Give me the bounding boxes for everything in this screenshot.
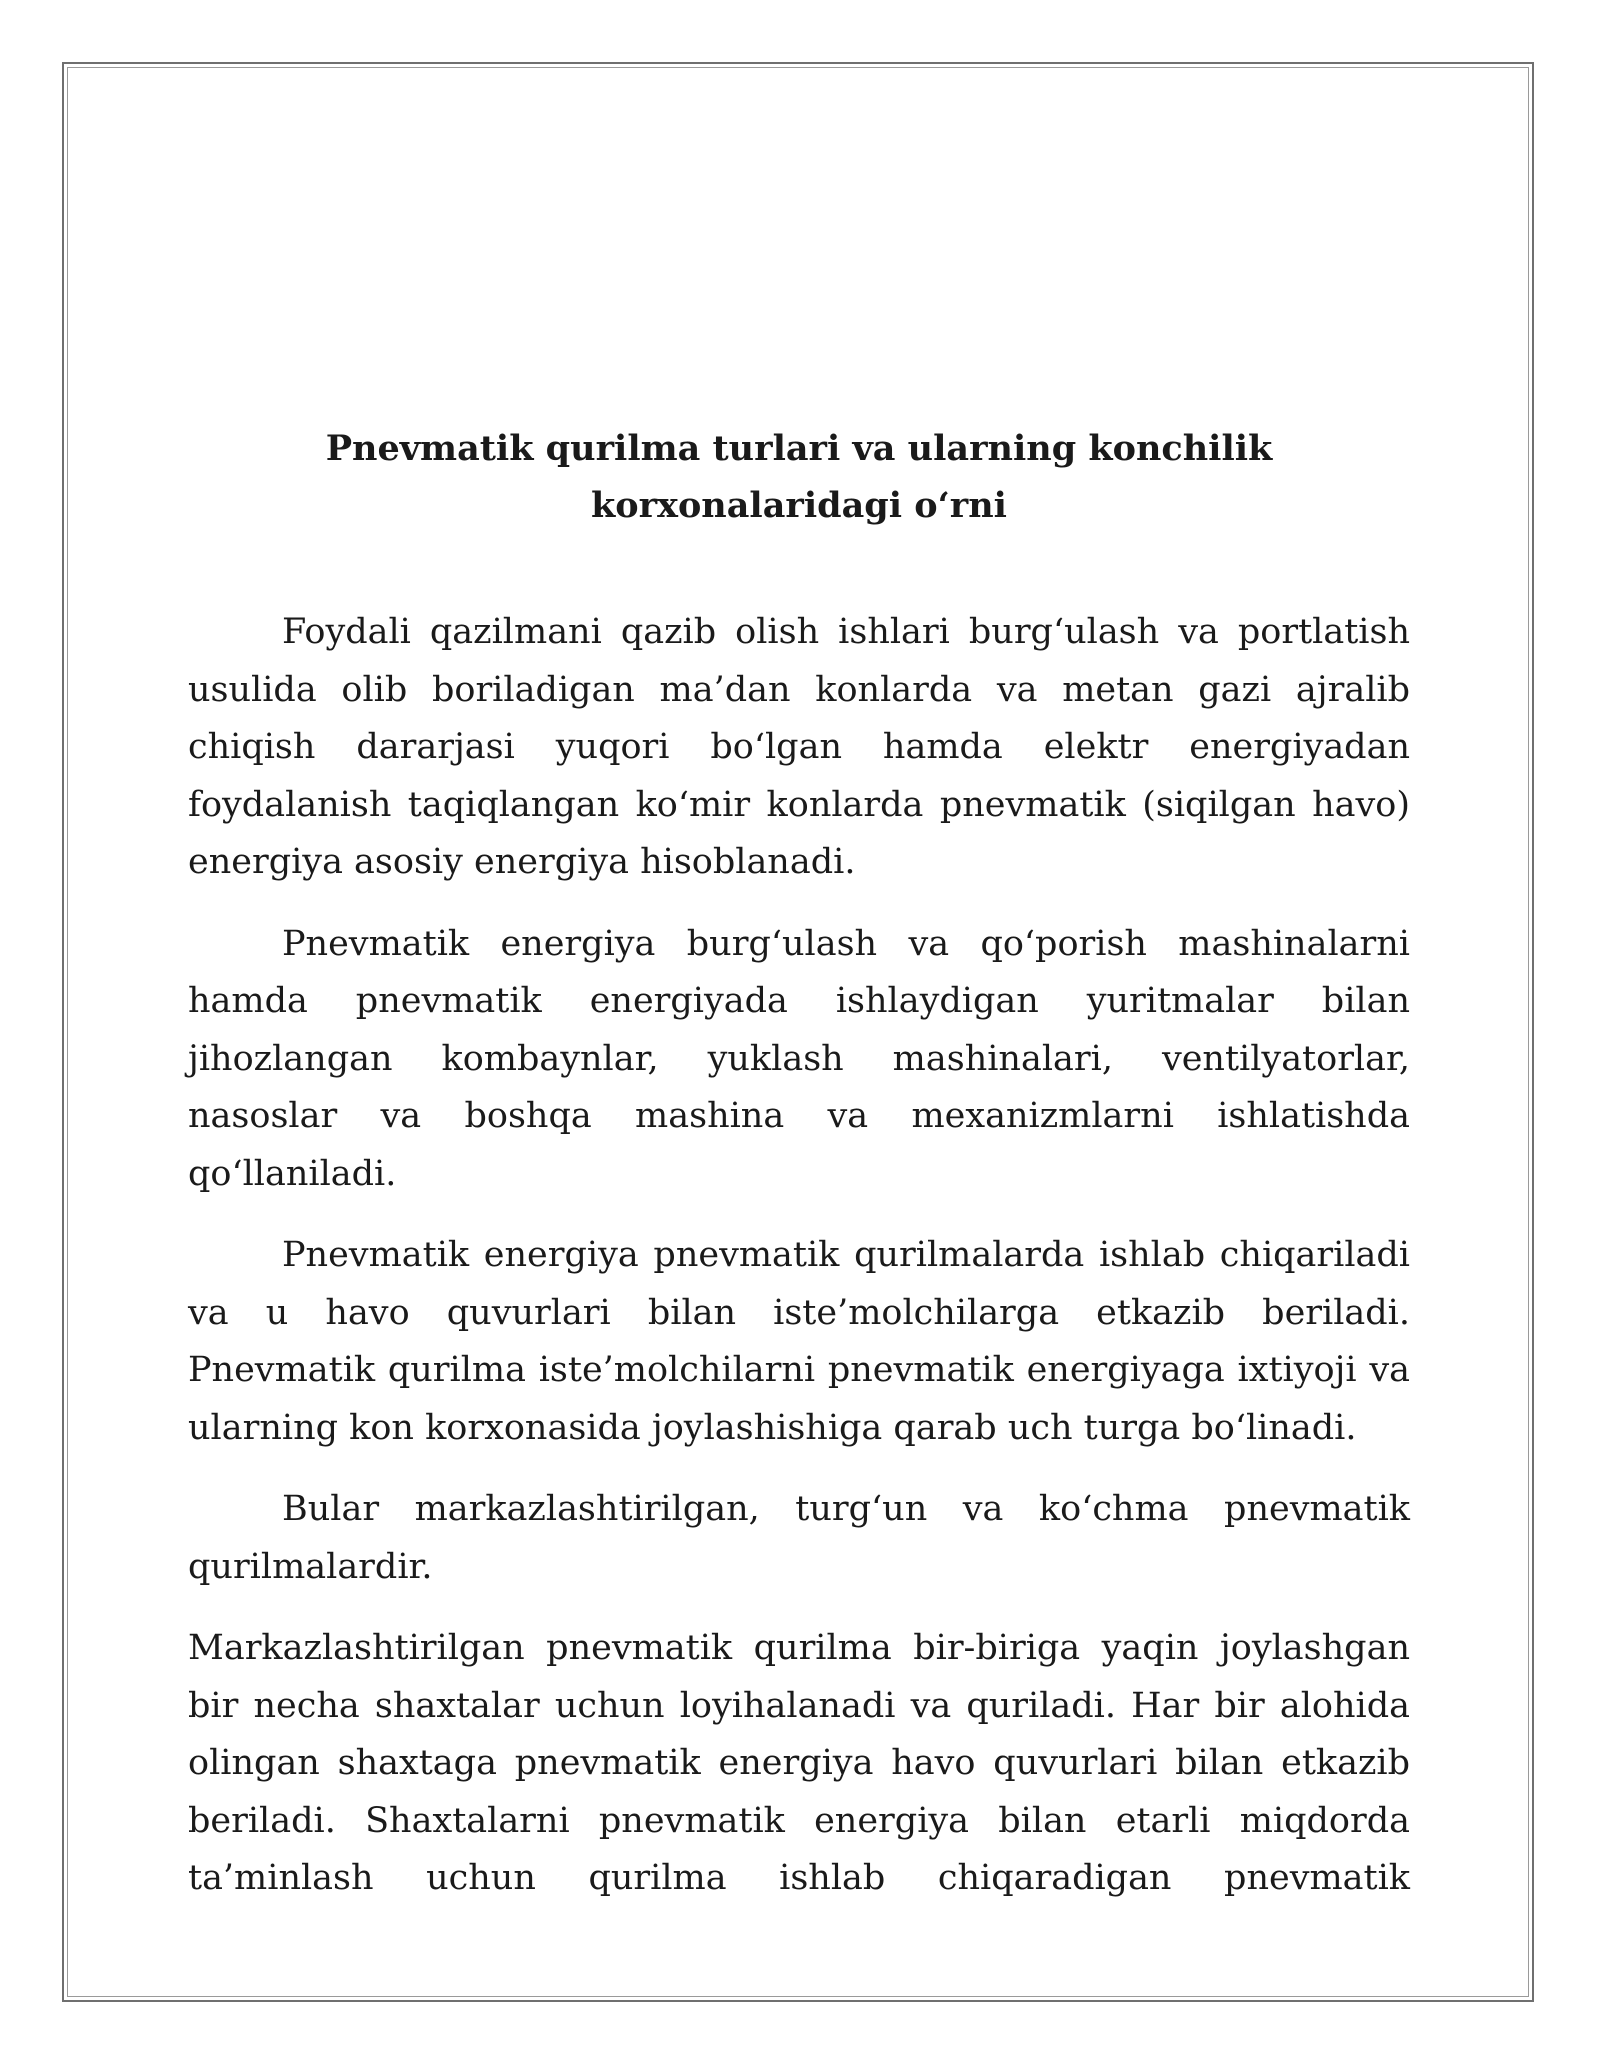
paragraph-3: Pnevmatik energiya pnevmatik qurilmalarda ishlab chiqariladi va u havo quvurlari bilan iste’molchilarga etkazib beriladi. Pnevmatik qurilma iste’molchilarni pnevmatik energiyaga ixtiyoji va ularning kon korxonasida joylashishiga qarab uch turga bo‘linadi. bbox=[188, 1235, 1410, 1448]
paragraph-5: Markazlashtirilgan pnevmatik qurilma bir-biriga yaqin joylashgan bir necha shaxtalar uchun loyihalanadi va quriladi. Har bir alohida olingan shaxtaga pnevmatik energiya havo quvurlari bilan etkazib beriladi. Shaxtalarni pnevmatik energiya bilan etarli miqdorda ta’minlash uchun qurilma ishlab chiqaradigan pnevmatik bbox=[188, 1628, 1410, 1898]
paragraph-4: Bular markazlashtirilgan, turg‘un va ko‘chma pnevmatik qurilmalardir. bbox=[188, 1489, 1410, 1587]
paragraph-1: Foydali qazilmani qazib olish ishlari burg‘ulash va portlatish usulida olib boriladigan ma’dan konlarda va metan gazi ajralib chiqish dararjasi yuqori bo‘lgan hamda elektr energiyadan foydalanish taqiqlangan ko‘mir konlarda pnevmatik (siqilgan havo) energiya asosiy energiya hisoblanadi. bbox=[188, 612, 1410, 882]
document-body bbox=[188, 420, 1410, 1932]
paragraph-2: Pnevmatik energiya burg‘ulash va qo‘porish mashinalarni hamda pnevmatik energiyada ishlaydigan yuritmalar bilan jihozlangan kombaynlar, yuklash mashinalari, ventilyatorlar, nasoslar va boshqa mashina va mexanizmlarni ishlatishda qo‘llaniladi. bbox=[188, 923, 1410, 1194]
title-line-2: korxonalaridagi o‘rni bbox=[591, 485, 1007, 526]
title-line-1: Pnevmatik qurilma turlari va ularning konchilik bbox=[325, 428, 1273, 469]
document-title bbox=[188, 420, 1410, 534]
